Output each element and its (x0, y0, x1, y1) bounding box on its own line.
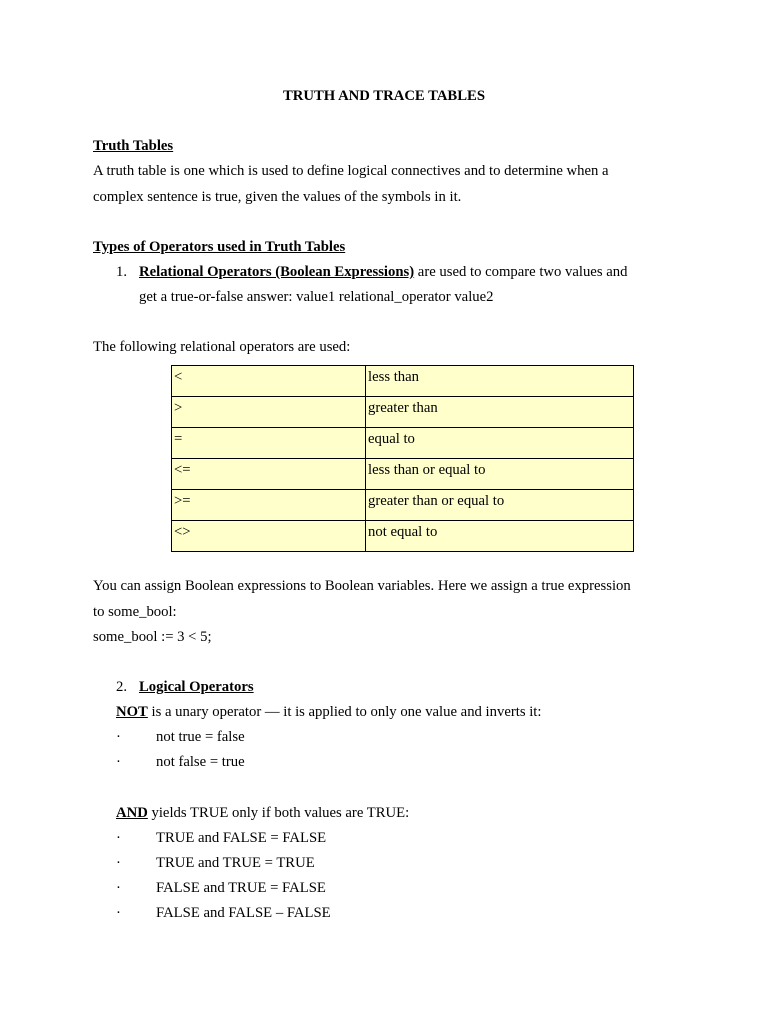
table-row (172, 366, 634, 397)
not-desc-text: is a unary operator — it is applied to only one value and inverts it: (147, 704, 542, 720)
truth-tables-para-line2: complex sentence is true, given the values of the symbols in it. (93, 189, 462, 205)
bullet-icon: · (116, 855, 121, 871)
assign-code: some_bool := 3 < 5; (93, 629, 212, 645)
bullet-icon: · (116, 830, 121, 846)
and-description (116, 804, 409, 822)
assign-line1: You can assign Boolean expressions to Boolean variables. Here we assign a true expression (93, 578, 631, 594)
and-label: AND (116, 805, 148, 821)
meaning-cell: less than or equal to (366, 459, 634, 490)
relational-operators-table (171, 365, 634, 552)
page-title: TRUTH AND TRACE TABLES (282, 88, 485, 104)
list-item: not false = true (156, 754, 245, 770)
table-row (172, 459, 634, 490)
meaning-cell: not equal to (366, 521, 634, 552)
bullet-icon: · (116, 754, 121, 770)
list-item: TRUE and FALSE = FALSE (156, 830, 327, 846)
assign-line2: to some_bool: (93, 604, 177, 620)
meaning-cell: less than (366, 366, 634, 397)
operator-cell: >= (172, 490, 366, 521)
meaning-cell: greater than or equal to (366, 490, 634, 521)
operator-cell: < (172, 366, 366, 397)
operator-cell: = (172, 428, 366, 459)
meaning-cell: greater than (366, 397, 634, 428)
list-item: FALSE and FALSE – FALSE (156, 905, 331, 921)
list-item: not true = false (156, 729, 245, 745)
item2-number: 2. (116, 679, 128, 695)
item1-number: 1. (116, 264, 128, 280)
not-description (116, 703, 541, 721)
table-row (172, 490, 634, 521)
item1-line1 (139, 263, 627, 281)
list-item: FALSE and TRUE = FALSE (156, 880, 326, 896)
not-label: NOT (116, 704, 148, 720)
table-row (172, 521, 634, 552)
truth-tables-heading: Truth Tables (93, 138, 174, 154)
operator-cell: <> (172, 521, 366, 552)
meaning-cell: equal to (366, 428, 634, 459)
truth-tables-para-line1: A truth table is one which is used to define logical connectives and to determine when a (93, 163, 609, 179)
item1-line2: get a true-or-false answer: value1 relational_operator value2 (139, 289, 494, 305)
bullet-icon: · (116, 905, 121, 921)
table-row (172, 428, 634, 459)
operator-cell: > (172, 397, 366, 428)
bullet-icon: · (116, 729, 121, 745)
bullet-icon: · (116, 880, 121, 896)
logical-operators-heading: Logical Operators (139, 679, 254, 695)
list-item: TRUE and TRUE = TRUE (156, 855, 315, 871)
item1-bold-text: Relational Operators (Boolean Expressions) (139, 264, 415, 280)
item1-rest-text: are used to compare two values and (414, 264, 628, 280)
operator-cell: <= (172, 459, 366, 490)
types-heading: Types of Operators used in Truth Tables (93, 239, 346, 255)
relational-intro: The following relational operators are used: (93, 339, 351, 355)
and-desc-text: yields TRUE only if both values are TRUE: (147, 805, 410, 821)
table-row (172, 397, 634, 428)
